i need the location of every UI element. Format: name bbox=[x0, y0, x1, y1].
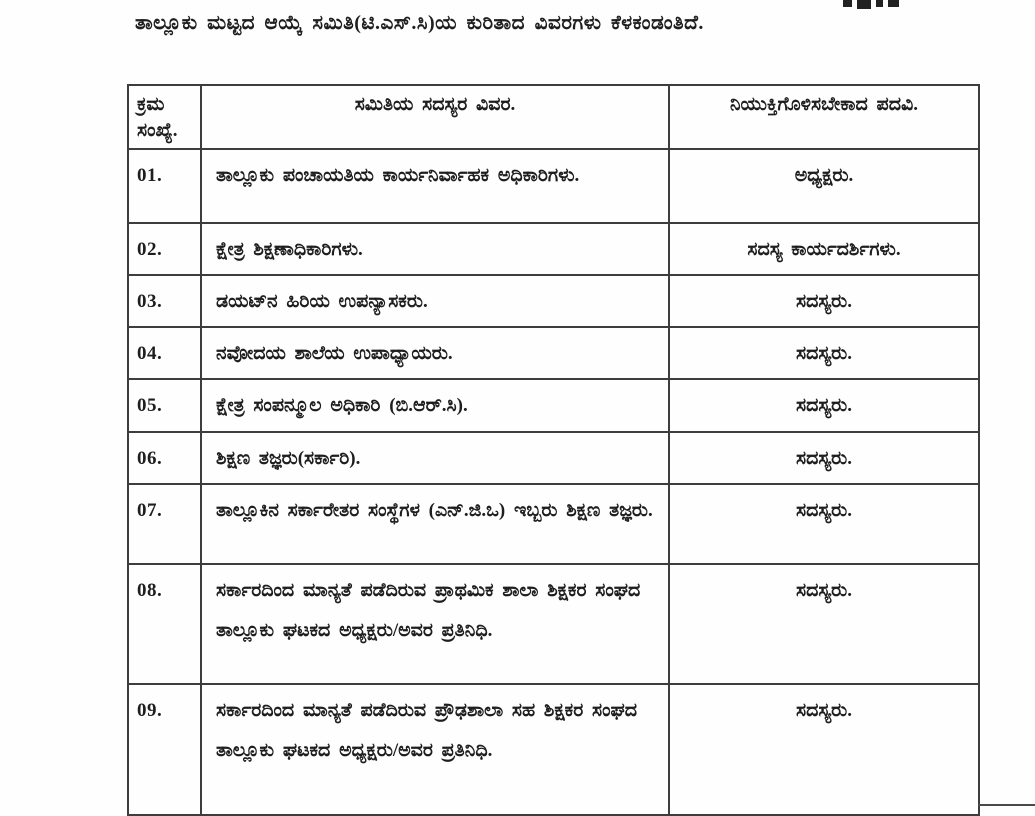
column-header-member-details: ಸಮಿತಿಯ ಸದಸ್ಯರ ವಿವರ. bbox=[201, 85, 669, 149]
member-detail-cell: ಶಿಕ್ಷಣ ತಜ್ಞರು(ಸರ್ಕಾರಿ). bbox=[201, 432, 669, 484]
position-cell: ಸದಸ್ಯರು. bbox=[669, 275, 979, 327]
table-row bbox=[128, 275, 979, 327]
table-row bbox=[128, 432, 979, 484]
table-row bbox=[128, 684, 979, 815]
member-detail-cell: ತಾಲ್ಲೂಕು ಪಂಚಾಯತಿಯ ಕಾರ್ಯನಿರ್ವಾಹಕ ಅಧಿಕಾರಿಗಳು. bbox=[201, 149, 669, 223]
serial-number-cell: 05. bbox=[128, 379, 201, 432]
document-heading: ತಾಲ್ಲೂಕು ಮಟ್ಟದ ಆಯ್ಕೆ ಸಮಿತಿ(ಟಿ.ಎಸ್.ಸಿ)ಯ ಕುರಿತಾದ ವಿವರಗಳು ಕೆಳಕಂಡಂತಿದೆ. bbox=[135, 12, 704, 34]
member-detail-cell: ಕ್ಷೇತ್ರ ಶಿಕ್ಷಣಾಧಿಕಾರಿಗಳು. bbox=[201, 223, 669, 275]
serial-number-cell: 02. bbox=[128, 223, 201, 275]
cutoff-text-artifact bbox=[843, 0, 933, 11]
position-cell: ಸದಸ್ಯರು. bbox=[669, 379, 979, 432]
position-cell: ಸದಸ್ಯರು. bbox=[669, 432, 979, 484]
column-header-serial-number: ಕ್ರಮ ಸಂಖ್ಯೆ. bbox=[128, 85, 201, 149]
member-detail-cell: ಕ್ಷೇತ್ರ ಸಂಪನ್ಮೂಲ ಅಧಿಕಾರಿ (ಬಿ.ಆರ್.ಸಿ). bbox=[201, 379, 669, 432]
position-cell: ಸದಸ್ಯ ಕಾರ್ಯದರ್ಶಿಗಳು. bbox=[669, 223, 979, 275]
committee-table bbox=[127, 84, 980, 816]
position-cell: ಸದಸ್ಯರು. bbox=[669, 564, 979, 684]
serial-number-cell: 07. bbox=[128, 484, 201, 564]
member-detail-cell: ನವೋದಯ ಶಾಲೆಯ ಉಪಾಧ್ಯಾಯರು. bbox=[201, 327, 669, 379]
bottom-rule-artifact bbox=[978, 804, 1035, 806]
position-cell: ಸದಸ್ಯರು. bbox=[669, 327, 979, 379]
table-row bbox=[128, 379, 979, 432]
table-header-row bbox=[128, 85, 979, 149]
column-header-position: ನಿಯುಕ್ತಿಗೊಳಿಸಬೇಕಾದ ಪದವಿ. bbox=[669, 85, 979, 149]
table-row bbox=[128, 149, 979, 223]
member-detail-cell: ಸರ್ಕಾರದಿಂದ ಮಾನ್ಯತೆ ಪಡೆದಿರುವ ಪ್ರಾಥಮಿಕ ಶಾಲಾ ಶಿಕ್ಷಕರ ಸಂಘದ ತಾಲ್ಲೂಕು ಘಟಕದ ಅಧ್ಯಕ್ಷರು/ಅವರ ಪ್ರತಿನಿಧಿ. bbox=[201, 564, 669, 684]
serial-number-cell: 08. bbox=[128, 564, 201, 684]
table-row bbox=[128, 327, 979, 379]
table-row bbox=[128, 484, 979, 564]
table-row bbox=[128, 223, 979, 275]
position-cell: ಸದಸ್ಯರು. bbox=[669, 484, 979, 564]
serial-number-cell: 06. bbox=[128, 432, 201, 484]
serial-number-cell: 09. bbox=[128, 684, 201, 815]
position-cell: ಸದಸ್ಯರು. bbox=[669, 684, 979, 815]
table-row bbox=[128, 564, 979, 684]
position-cell: ಅಧ್ಯಕ್ಷರು. bbox=[669, 149, 979, 223]
member-detail-cell: ಸರ್ಕಾರದಿಂದ ಮಾನ್ಯತೆ ಪಡೆದಿರುವ ಪ್ರೌಢಶಾಲಾ ಸಹ ಶಿಕ್ಷಕರ ಸಂಘದ ತಾಲ್ಲೂಕು ಘಟಕದ ಅಧ್ಯಕ್ಷರು/ಅವರ ಪ್ರತಿನಿಧಿ. bbox=[201, 684, 669, 815]
member-detail-cell: ಡಯಟ್‌ನ ಹಿರಿಯ ಉಪನ್ಯಾಸಕರು. bbox=[201, 275, 669, 327]
serial-number-cell: 03. bbox=[128, 275, 201, 327]
serial-number-cell: 04. bbox=[128, 327, 201, 379]
member-detail-cell: ತಾಲ್ಲೂಕಿನ ಸರ್ಕಾರೇತರ ಸಂಸ್ಥೆಗಳ (ಎನ್.ಜಿ.ಒ) ಇಬ್ಬರು ಶಿಕ್ಷಣ ತಜ್ಞರು. bbox=[201, 484, 669, 564]
serial-number-cell: 01. bbox=[128, 149, 201, 223]
table-body bbox=[128, 149, 979, 815]
